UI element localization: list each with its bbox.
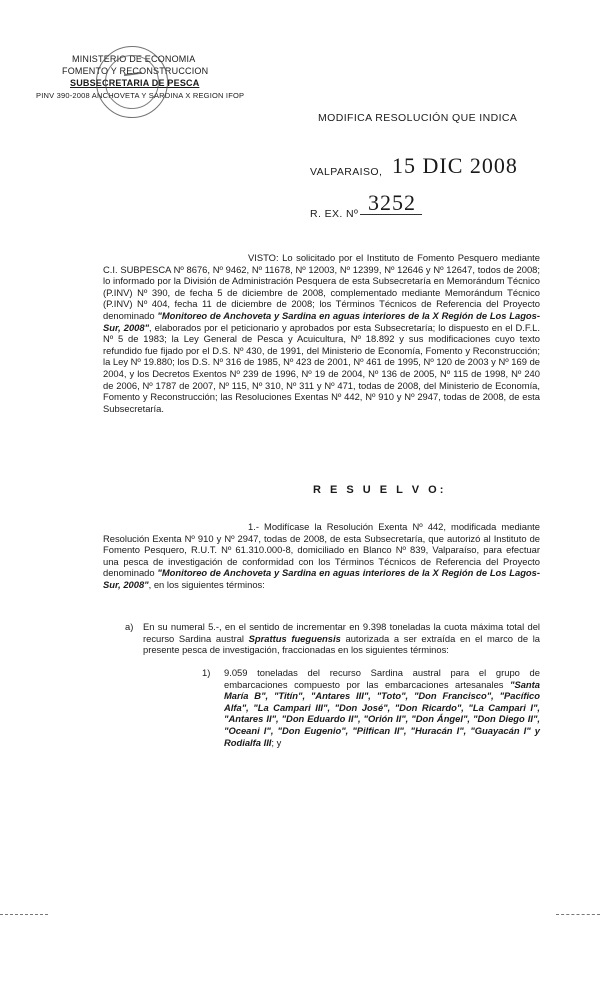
visto-text-1: Lo solicitado por el Instituto de Fomento Pesquero mediante C.I. SUBPESCA Nº 8676, Nº 9462, Nº 11678, Nº 12003, Nº 12399, Nº 12646 y Nº 12647, todos de 2008; lo informado por la División de Administración Pesquera de esta Subsecretaría en Memorándum Técnico (P.INV) Nº 390, de fecha 5 de diciembre de 2008, complementado mediante Memorándum Técnico (P.INV) Nº 404, fecha 11 de diciembre de 2008; los Términos Técnicos de Referencia del Proyecto denominado: [103, 252, 541, 321]
rex-number: 3252: [368, 190, 416, 215]
visto-label: VISTO:: [248, 252, 279, 263]
scan-artifact-right: [556, 914, 600, 915]
scan-artifact-left: [0, 914, 48, 915]
item-1-label: 1): [202, 667, 211, 678]
document-city: VALPARAISO,: [310, 166, 383, 178]
resuelvo-heading: R E S U E L V O:: [313, 484, 447, 496]
visto-project-name: "Monitoreo de Anchoveta y Sardina en aguas interiores de la X Región de Los Lagos-Sur, 2008": [103, 309, 540, 333]
item-1-text-1: 9.059 toneladas del recurso Sardina austral para el grupo de embarcaciones compuesto por las embarcaciones artesanales: [224, 667, 540, 690]
ministry-subtitle: FOMENTO Y RECONSTRUCCION: [62, 66, 209, 76]
item-1-paragraph: [224, 667, 540, 748]
visto-text-2: , elaborados por el peticionario y aprobados por esta Subsecretaría; lo dispuesto en el D.F.L. Nº 5 de 1983; la Ley General de Pesca y Acuicultura, Nº 18.892 y sus modificaciones cuyo texto refundido fue fijado por el D.S. Nº 430, de 1991, del Ministerio de Economía, Fomento y Reconstrucción; la Ley Nº 19.880; los D.S. Nº 316 de 1985, Nº 423 de 2001, Nº 461 de 1995, Nº 120 de 2003 y Nº 169 de 2004, y los Decretos Exentos Nº 239 de 1996, Nº 19 de 2004, Nº 136 de 2005, Nº 115 de 1998, Nº 240 de 2006, Nº 1787 de 2007, Nº 115, Nº 310, Nº 311 y Nº 471, todas de 2008, del Ministerio de Economía, Fomento y Reconstrucción; las Resoluciones Exentas Nº 442, Nº 910 y Nº 2947, todas de 2008, de esta Subsecretaría.: [103, 321, 541, 414]
article-1-text-2: , en los siguientes términos:: [148, 578, 265, 590]
item-1-vessels: "Santa María B", "Titín", "Antares III", "Toto", "Don Francisco", "Pacífico Alfa", "La Campari III", "Don José", "Don Ricardo", "La Campari I", "Antares II", "Don Eduardo II", "Orión II", "Don Ángel", "Don Diego II", "Oceani I", "Don Eugenio", "Pilfican II", "Huracán I", "Guayacán I" y Rodialfa III: [224, 678, 540, 748]
article-1-project-name: "Monitoreo de Anchoveta y Sardina en aguas interiores de la X Región de Los Lagos-Sur, 2008": [103, 567, 540, 590]
item-a-label: a): [125, 621, 134, 632]
item-a-text-1: En su numeral 5.-, en el sentido de incrementar en 9.398 toneladas la cuota máxima total del recurso Sardina austral: [143, 621, 540, 644]
item-a-species: Sprattus fueguensis: [248, 632, 341, 644]
document-subject: MODIFICA RESOLUCIÓN QUE INDICA: [318, 112, 518, 124]
rex-label: R. EX. Nº: [310, 208, 359, 220]
document-date: 15 DIC 2008: [392, 153, 518, 178]
visto-paragraph: [103, 252, 540, 414]
official-seal: [96, 46, 168, 118]
ministry-name: MINISTERIO DE ECONOMIA: [72, 54, 196, 64]
project-code: PINV 390-2008 ANCHOVETA Y SARDINA X REGION IFOP: [36, 91, 245, 100]
article-1-paragraph: [103, 521, 540, 591]
article-1-text-1: 1.- Modifícase la Resolución Exenta Nº 442, modificada mediante Resolución Exenta Nº 910 y Nº 2947, todas de 2008, de esta Subsecretaría, que autorizó al Instituto de Fomento Pesquero, R.U.T. Nº 61.310.000-8, domiciliado en Blanco Nº 839, Valparaíso, para efectuar una pesca de investigación de conformidad con los Términos Técnicos de Referencia del Proyecto denominado: [103, 521, 540, 579]
item-a-paragraph: [143, 621, 540, 656]
item-1-text-2: ; y: [271, 736, 282, 748]
item-a-text-2: autorizada a ser extraída en el marco de la presente pesca de investigación, fraccionadas en los siguientes términos:: [143, 632, 541, 656]
subsecretaria-name: SUBSECRETARIA DE PESCA: [70, 78, 200, 88]
